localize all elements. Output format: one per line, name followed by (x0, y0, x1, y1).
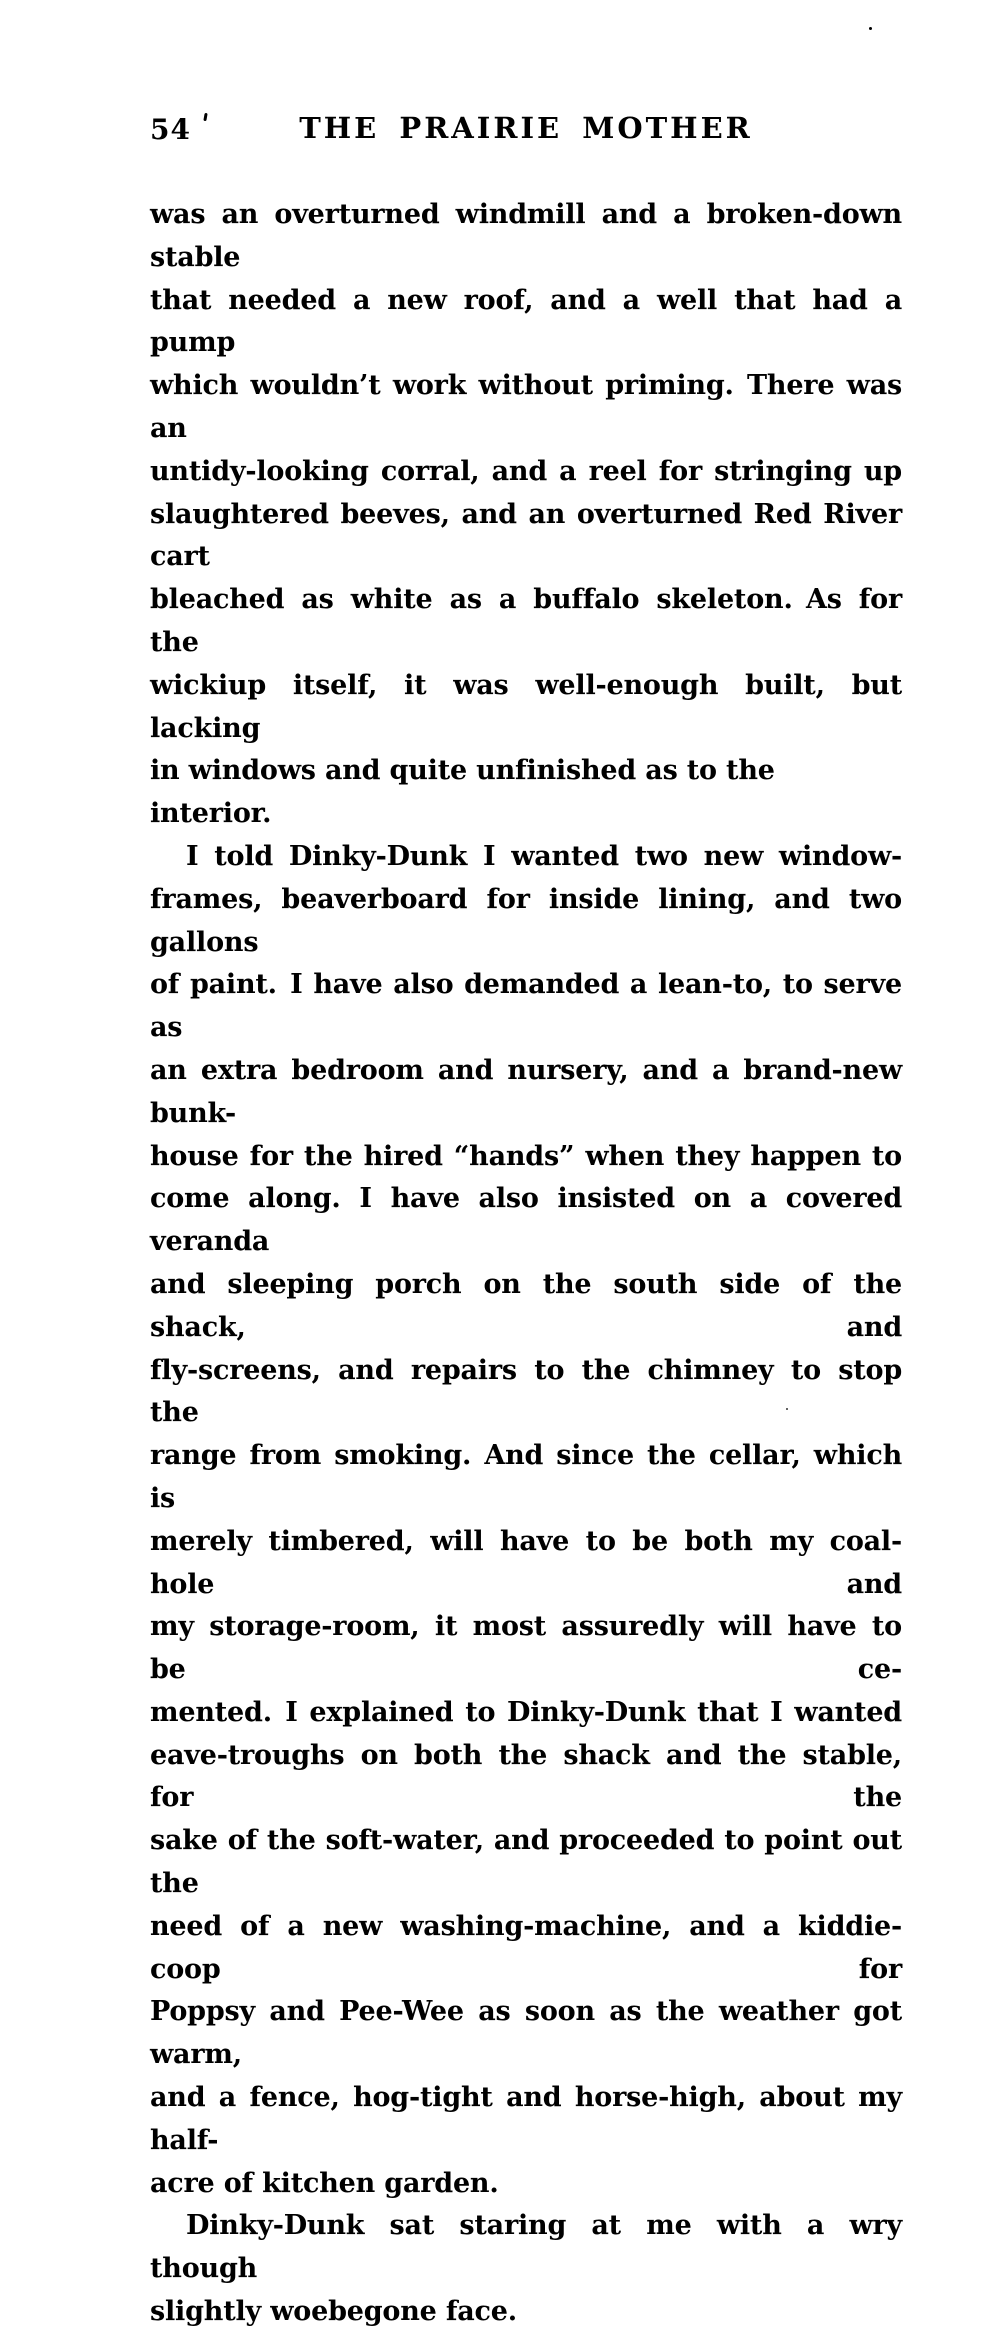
page-number: 54 (150, 113, 191, 146)
text-line: slaughtered beeves, and an overturned Red River cart (150, 498, 902, 573)
text-line: was an overturned windmill and a broken-down stable (150, 199, 902, 273)
text-line: eave-troughs on both the shack and the stable, for the (150, 1739, 902, 1814)
text-line: and a fence, hog-tight and horse-high, about my half- (150, 2082, 902, 2156)
text-line: untidy-looking corral, and a reel for stringing up (150, 455, 902, 487)
text-line: of paint. I have also demanded a lean-to, to serve as (150, 969, 902, 1044)
text-line: Dinky-Dunk sat staring at me with a wry though (150, 2210, 902, 2285)
text-line: mented. I explained to Dinky-Dunk that I wanted (150, 1696, 902, 1728)
text-line: sake of the soft-water, and proceeded to point out the (150, 1825, 902, 1900)
text-line: in windows and quite unfinished as to the interior. (150, 755, 775, 830)
text-line: that needed a new roof, and a well that had a pump (150, 284, 902, 359)
text-line: need of a new washing-machine, and a kiddie-coop for (150, 1910, 902, 1985)
scan-speck (869, 27, 872, 30)
text-line: acre of kitchen garden. (150, 2167, 499, 2199)
running-title: THE PRAIRIE MOTHER (299, 111, 753, 145)
text-line: my storage-room, it most assuredly will have to be ce- (150, 1611, 902, 1686)
text-line: and sleeping porch on the south side of the shack, and (150, 1268, 902, 1343)
text-line: which wouldn’t work without priming. There was an (150, 370, 902, 444)
text-line: merely timbered, will have to be both my coal-hole and (150, 1525, 902, 1600)
page-header (150, 111, 902, 151)
text-line: slightly woebegone face. (150, 2296, 517, 2328)
text-line: range from smoking. And since the cellar, which is (150, 1440, 902, 1514)
text-line: house for the hired “hands” when they happen to (150, 1140, 902, 1172)
text-line: come along. I have also insisted on a covered veranda (150, 1183, 902, 1258)
text-line: an extra bedroom and nursery, and a brand-new bunk- (150, 1054, 902, 1129)
text-line: I told Dinky-Dunk I wanted two new window- (186, 840, 902, 872)
text-line: Poppsy and Pee-Wee as soon as the weather got warm, (150, 1996, 902, 2071)
text-line: wickiup itself, it was well-enough built, but lacking (150, 669, 902, 744)
text-line: frames, beaverboard for inside lining, and two gallons (150, 883, 902, 958)
scan-speck (786, 1408, 788, 1410)
text-block (150, 194, 902, 2334)
text-line: bleached as white as a buffalo skeleton. As for the (150, 584, 902, 658)
text-line: fly-screens, and repairs to the chimney to stop the (150, 1354, 902, 1429)
